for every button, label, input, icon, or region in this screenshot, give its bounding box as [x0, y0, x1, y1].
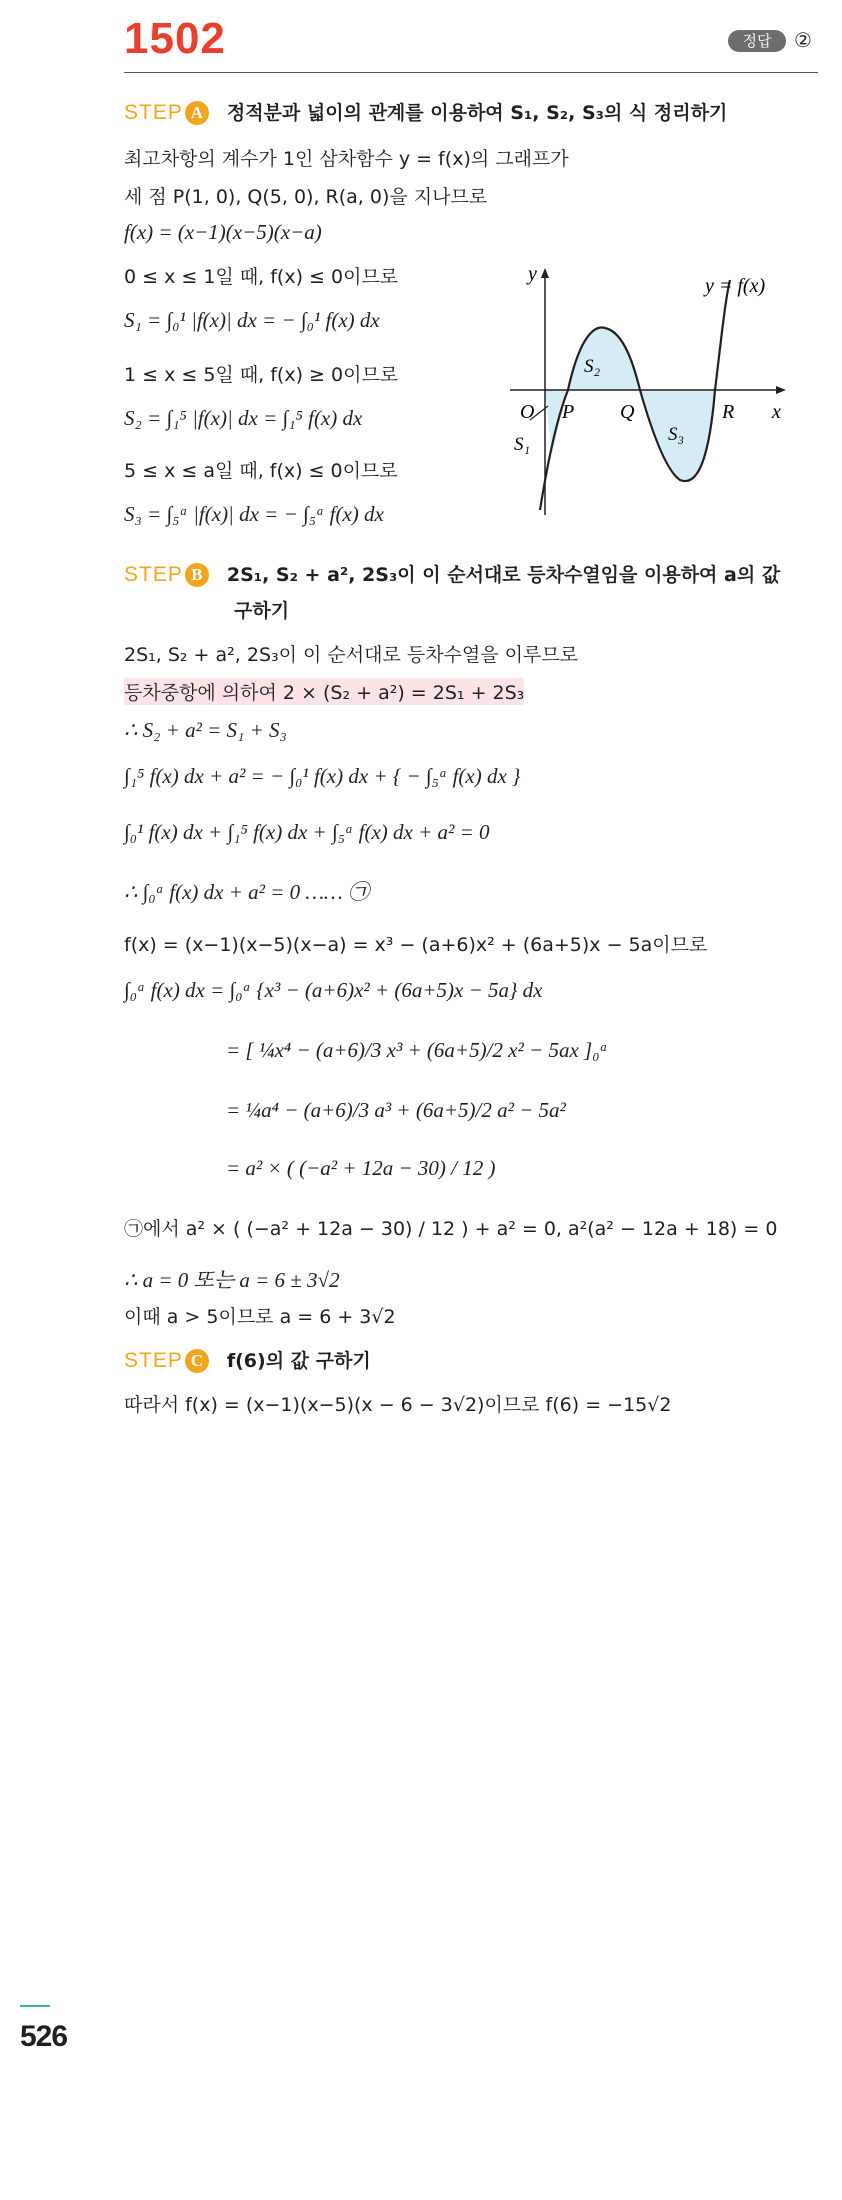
- step-a-line-5: S₁ = ∫₀¹ |f(x)| dx = − ∫₀¹ f(x) dx: [124, 308, 380, 332]
- step-c-label: STEP: [124, 1349, 183, 1372]
- x-axis-arrow: [776, 386, 786, 394]
- step-b-line-12: ㉠에서 a² × ( (−a² + 12a − 30) / 12 ) + a² = 0, a²(a² − 12a + 18) = 0: [124, 1218, 778, 1240]
- step-a-line-4: 0 ≤ x ≤ 1일 때, f(x) ≤ 0이므로: [124, 266, 399, 288]
- step-c-title: f(6)의 값 구하기: [226, 1350, 371, 1372]
- region-s3-label: S₃: [668, 424, 685, 445]
- step-b-line-10: = ¼a⁴ − (a+6)/3 a³ + (6a+5)/2 a² − 5a²: [226, 1098, 566, 1122]
- step-a-line-3: f(x) = (x−1)(x−5)(x−a): [124, 220, 322, 244]
- step-b-line-13: ∴ a = 0 또는 a = 6 ± 3√2: [124, 1268, 340, 1292]
- page-number: 526: [20, 2020, 68, 2053]
- point-p-label: P: [562, 401, 575, 423]
- origin-label: O: [520, 401, 535, 423]
- step-c-line-1: 따라서 f(x) = (x−1)(x−5)(x − 6 − 3√2)이므로 f(6) = −15√2: [124, 1394, 672, 1416]
- step-b-line-9: = [ ¼x⁴ − (a+6)/3 x³ + (6a+5)/2 x² − 5ax ]₀ᵃ: [226, 1038, 608, 1062]
- step-b-line-2-highlight: 등차중항에 의하여 2 × (S₂ + a²) = 2S₁ + 2S₃: [124, 678, 524, 705]
- step-b-letter: B: [185, 563, 209, 587]
- curve-label: y = f(x): [705, 275, 766, 297]
- step-b-line-11: = a² × ( (−a² + 12a − 30) / 12 ): [226, 1156, 496, 1180]
- cubic-graph: [500, 260, 800, 530]
- page-tick-mark: [20, 2005, 50, 2007]
- step-a-line-2: 세 점 P(1, 0), Q(5, 0), R(a, 0)을 지나므로: [124, 186, 488, 208]
- step-a-heading: [124, 98, 727, 125]
- step-a-line-6: 1 ≤ x ≤ 5일 때, f(x) ≥ 0이므로: [124, 364, 399, 386]
- step-b-line-14: 이때 a > 5이므로 a = 6 + 3√2: [124, 1306, 396, 1328]
- problem-number: 1502: [124, 14, 226, 63]
- point-r-label: R: [722, 401, 735, 423]
- step-a-line-7: S₂ = ∫₁⁵ |f(x)| dx = ∫₁⁵ f(x) dx: [124, 406, 363, 430]
- step-b-line-1: 2S₁, S₂ + a², 2S₃이 이 순서대로 등차수열을 이루므로: [124, 644, 579, 666]
- y-axis-arrow: [541, 268, 549, 278]
- step-b-line-4: ∫₁⁵ f(x) dx + a² = − ∫₀¹ f(x) dx + { − ∫₅ᵃ f(x) dx }: [124, 764, 521, 788]
- step-b-line-5: ∫₀¹ f(x) dx + ∫₁⁵ f(x) dx + ∫₅ᵃ f(x) dx + a² = 0: [124, 820, 490, 844]
- step-a-title: 정적분과 넓이의 관계를 이용하여 S₁, S₂, S₃의 식 정리하기: [226, 102, 728, 124]
- step-a-label: STEP: [124, 101, 183, 124]
- step-b-label: STEP: [124, 563, 183, 586]
- step-b-line-8: ∫₀ᵃ f(x) dx = ∫₀ᵃ {x³ − (a+6)x² + (6a+5)x − 5a} dx: [124, 978, 543, 1002]
- region-s1-label: S₁: [514, 434, 531, 455]
- step-b-line-3: ∴ S₂ + a² = S₁ + S₃: [124, 718, 287, 742]
- step-b-line-7: f(x) = (x−1)(x−5)(x−a) = x³ − (a+6)x² + (6a+5)x − 5a이므로: [124, 934, 708, 956]
- header-divider: [124, 72, 818, 73]
- step-b-line-6: ∴ ∫₀ᵃ f(x) dx + a² = 0 …… ㉠: [124, 880, 369, 904]
- step-a-letter: A: [185, 101, 209, 125]
- answer-value: ②: [794, 28, 812, 52]
- step-a-line-9: S₃ = ∫₅ᵃ |f(x)| dx = − ∫₅ᵃ f(x) dx: [124, 502, 384, 526]
- step-c-letter: C: [185, 1349, 209, 1373]
- step-c-heading: [124, 1346, 371, 1373]
- step-a-line-1: 최고차항의 계수가 1인 삼차함수 y = f(x)의 그래프가: [124, 148, 569, 170]
- step-b-title-line-1: 2S₁, S₂ + a², 2S₃이 이 순서대로 등차수열임을 이용하여 a의 값: [226, 564, 781, 586]
- answer-badge: 정답: [728, 30, 786, 52]
- step-a-line-8: 5 ≤ x ≤ a일 때, f(x) ≤ 0이므로: [124, 460, 398, 482]
- region-s2-label: S₂: [584, 356, 601, 377]
- region-s2-fill: [568, 328, 640, 390]
- step-b-title-line-2: 구하기: [234, 600, 290, 622]
- y-axis-label: y: [528, 263, 537, 285]
- point-q-label: Q: [620, 401, 635, 423]
- step-b-heading: [124, 560, 780, 587]
- x-axis-label: x: [772, 401, 781, 423]
